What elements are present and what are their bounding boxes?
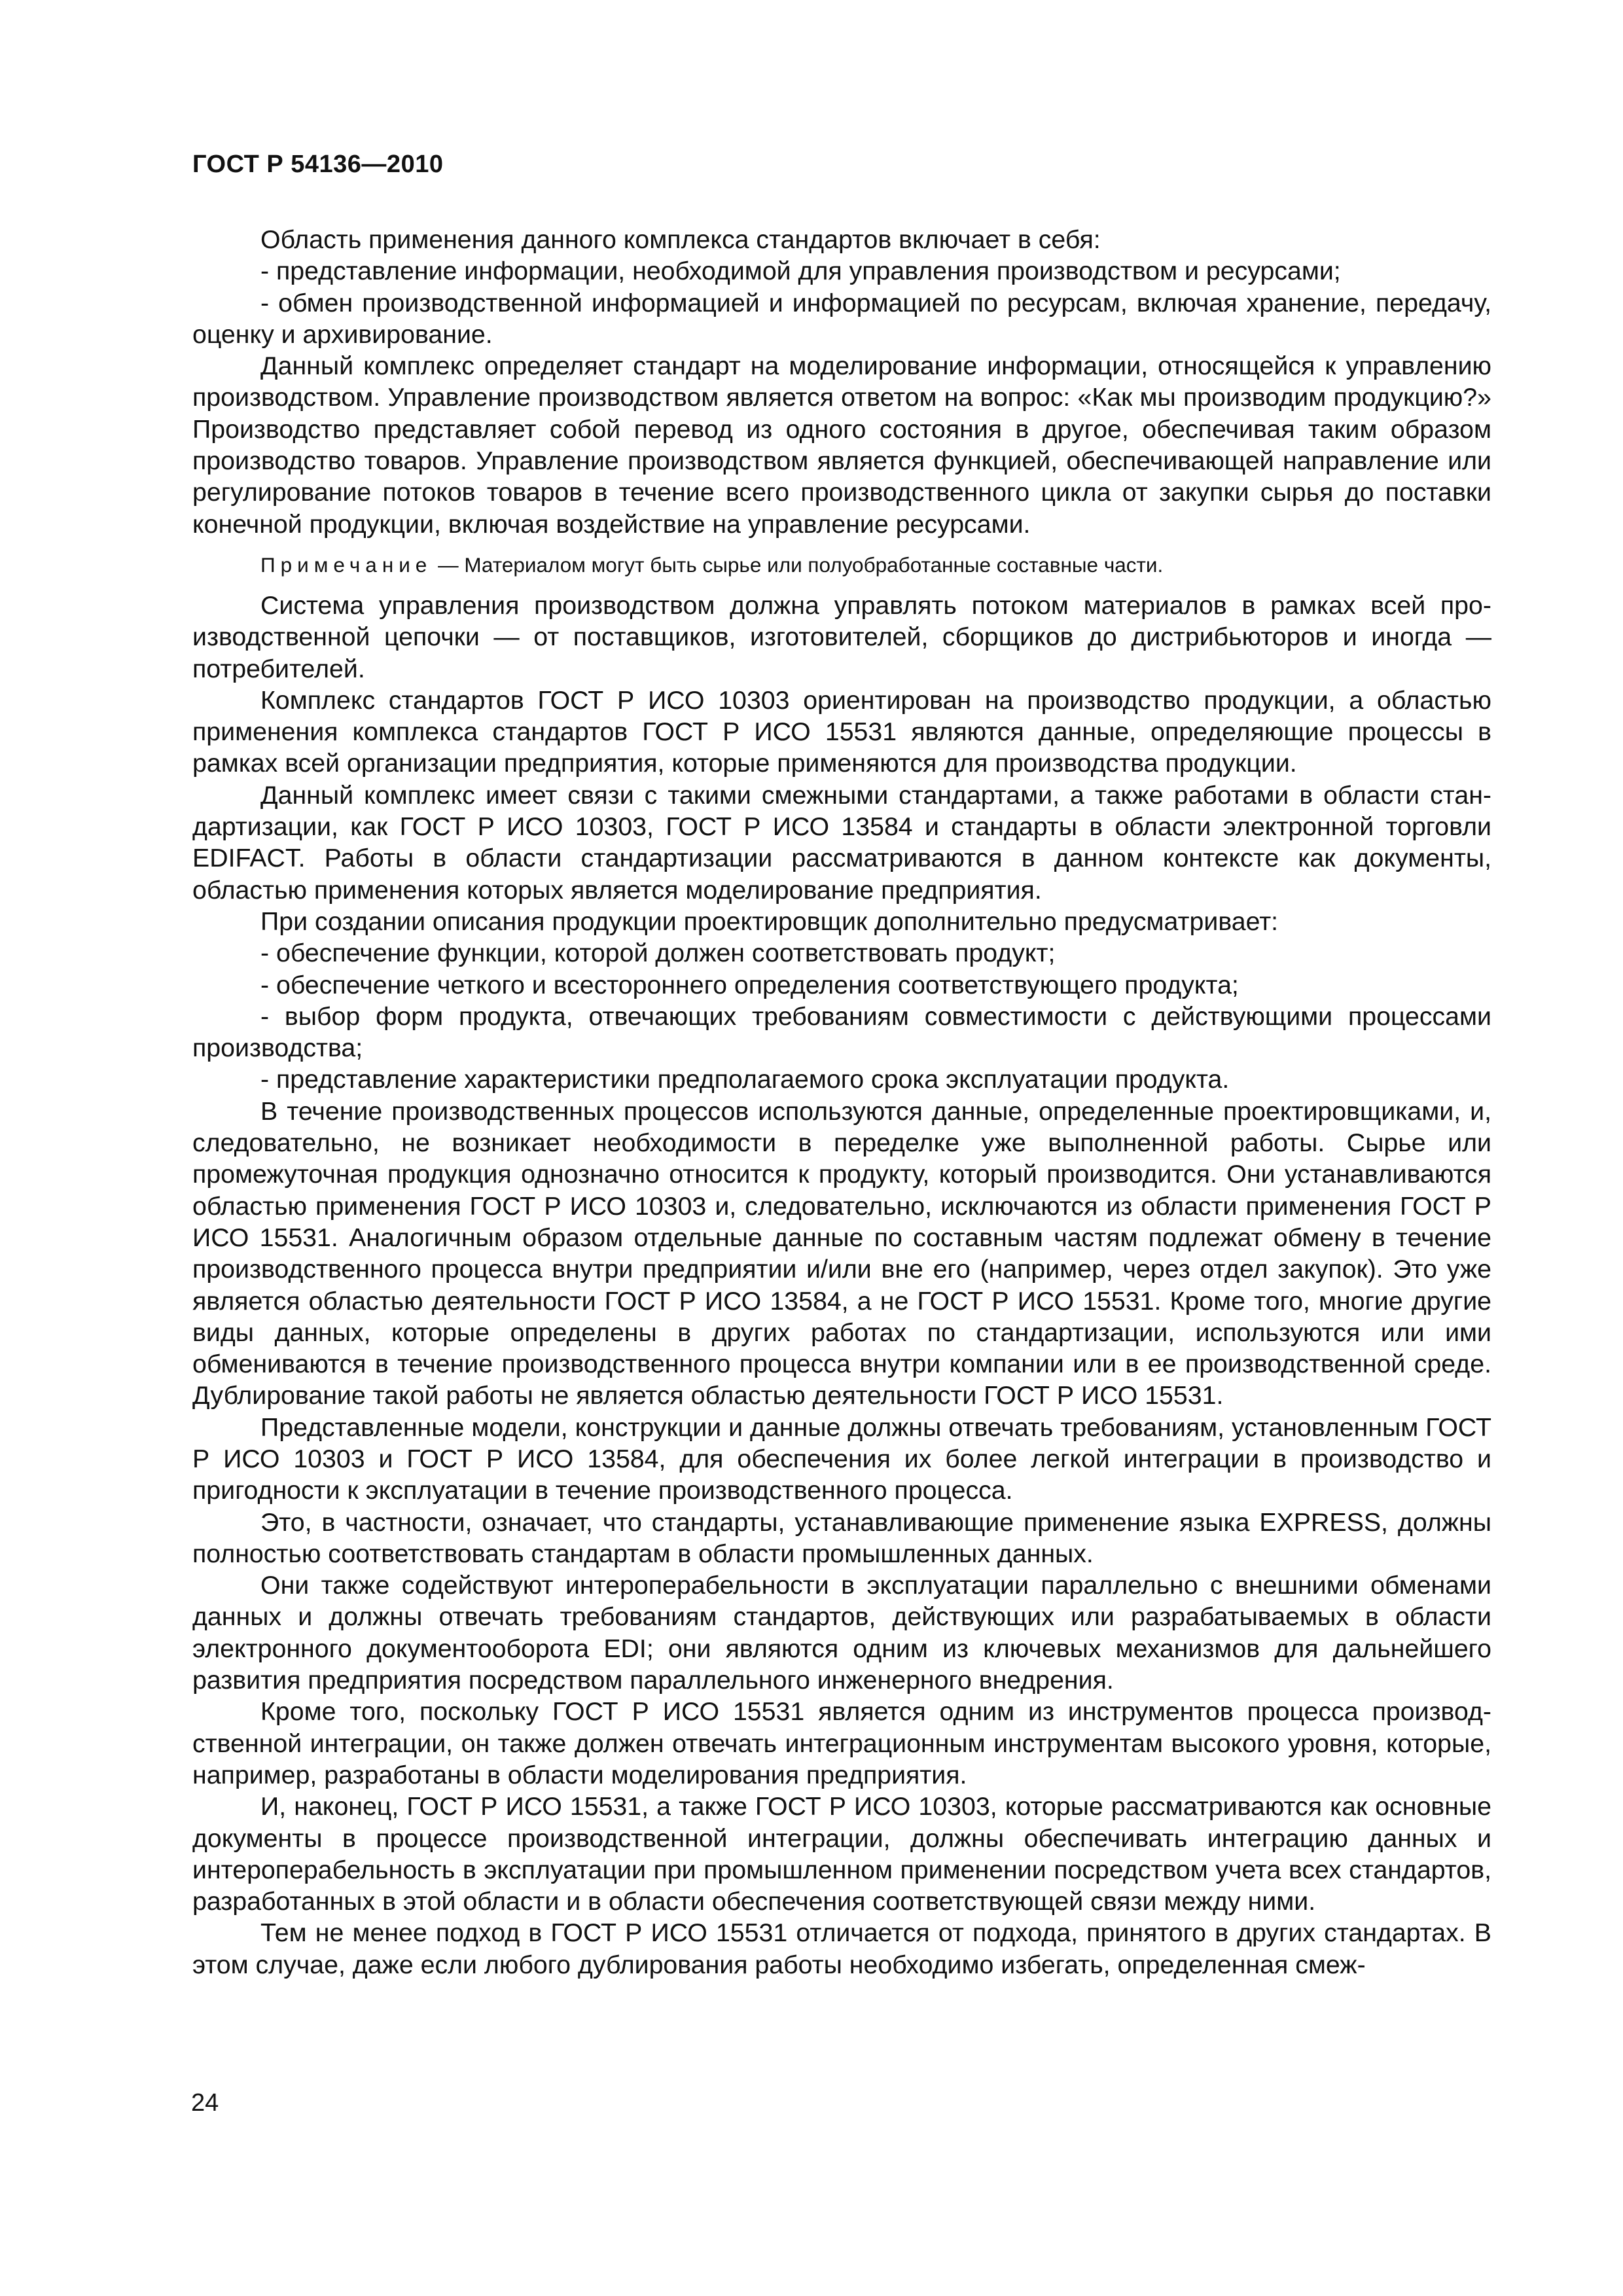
paragraph: Данный комплекс определяет стандарт на моделирование информации, относящейся к управлению производством. Управление производством является ответом на вопрос: «Как мы производим продукцию?» Производство представляет собой перевод из одного состояния в другое, обеспечивая таким образом производство товаров. Управление производством является функцией, обеспечивающей направление или регулирование потоков товаров в течение всего производственного цикла от закупки сырья до поставки конечной продукции, включая воздействие на управление ресурсами. xyxy=(192,351,1491,539)
paragraph: И, наконец, ГОСТ Р ИСО 15531, а также ГОСТ Р ИСО 10303, которые рассматриваются как основные документы в процессе производственной интеграции, должны обеспечивать интеграцию данных и интероперабельность в эксплуатации при промышленном применении посредством учета всех стандартов, разработанных в этой области и в области обеспечения соответствующей связи между ними. xyxy=(192,1792,1491,1916)
note-text: — Материалом могут быть сырье или полуобработанные составные части. xyxy=(432,552,1164,577)
paragraph: Область применения данного комплекса стандартов включает в себя: xyxy=(260,225,1101,254)
list-item: - выбор форм продукта, отвечающих требованиям совместимости с действующими процессами производства; xyxy=(192,1001,1491,1063)
list-item: - представление информации, необходимой для управления производством и ресурсами; xyxy=(260,257,1341,286)
body-text xyxy=(192,224,1491,1981)
paragraph: Кроме того, поскольку ГОСТ Р ИСО 15531 является одним из инструментов процесса производственной интеграции, он также должен отвечать интеграционным инструментам высокого уровня, которые, например, разработаны в области моделирования предприятия. xyxy=(192,1697,1491,1789)
paragraph: Система управления производством должна управлять потоком материалов в рамках всей производственной цепочки — от поставщиков, изготовителей, сборщиков до дистрибьюторов и иногда — потребителей. xyxy=(192,590,1491,683)
note-label: Примечание xyxy=(260,552,433,577)
note xyxy=(192,549,1491,581)
list-item: - обмен производственной информацией и информацией по ресурсам, включая хранение, передачу, оценку и архивирование. xyxy=(192,288,1491,349)
paragraph: Комплекс стандартов ГОСТ Р ИСО 10303 ориентирован на производство продукции, а областью применения комплекса стандартов ГОСТ Р ИСО 15531 являются данные, определяющие процессы в рамках всей организации предприятия, которые применяются для производства продукции. xyxy=(192,685,1491,778)
list-item: - обеспечение функции, которой должен соответствовать продукт; xyxy=(260,939,1056,968)
paragraph: Они также содействуют интероперабельности в эксплуатации параллельно с внешними обменами данных и должны отвечать требованиям стандартов, действующих или разрабатываемых в области электронного документооборота EDI; они являются одним из ключевых механизмов для дальнейшего развития предприятия посредством параллельного инженерного внедрения. xyxy=(192,1571,1491,1695)
paragraph: Тем не менее подход в ГОСТ Р ИСО 15531 отличается от подхода, принятого в других стандартах. В этом случае, даже если любого дублирования работы необходимо избегать, определенная смеж- xyxy=(192,1918,1491,1979)
list-item: - представление характеристики предполагаемого срока эксплуатации продукта. xyxy=(260,1065,1230,1094)
page-number: 24 xyxy=(191,2089,219,2117)
paragraph: Это, в частности, означает, что стандарты, устанавливающие применение языка EXPRESS, должны полностью соответствовать стандартам в области промышленных данных. xyxy=(192,1507,1491,1568)
list-item: - обеспечение четкого и всестороннего определения соответствующего продукта; xyxy=(260,970,1239,999)
paragraph: В течение производственных процессов используются данные, определенные проектировщиками, и, следовательно, не возникает необходимости в переделке уже выполненной работы. Сырье или промежуточная продукция однозначно относится к продукту, который производится. Они устанавливаются областью применения ГОСТ Р ИСО 10303 и, следовательно, исключаются из области применения ГОСТ Р ИСО 15531. Аналогичным образом отдельные данные по составным частям подлежат обмену в течение производственного процесса внутри предприятии и/или вне его (например, через отдел закупок). Это уже является областью деятельности ГОСТ Р ИСО 13584, а не ГОСТ Р ИСО 15531. Кроме того, многие другие виды данных, которые определены в других работах по стандартизации, используются или ими обмениваются в течение производственного процесса внутри компании или в ее производственной среде. Дублирование такой работы не является областью деятельности ГОСТ Р ИСО 15531. xyxy=(192,1096,1491,1410)
paragraph: Данный комплекс имеет связи с такими смежными стандартами, а также работами в области стандартизации, как ГОСТ Р ИСО 10303, ГОСТ Р ИСО 13584 и стандарты в области электронной торговли EDIFACT. Работы в области стандартизации рассматриваются в данном контексте как документы, областью применения которых является моделирование предприятия. xyxy=(192,780,1491,905)
paragraph: При создании описания продукции проектировщик дополнительно предусматривает: xyxy=(260,906,1279,936)
page-header-doc-id: ГОСТ Р 54136—2010 xyxy=(192,151,444,178)
paragraph: Представленные модели, конструкции и данные должны отвечать требованиям, установленным ГОСТ Р ИСО 10303 и ГОСТ Р ИСО 13584, для обеспечения их более легкой интеграции в производство и пригодности к эксплуатации в течение производственного процесса. xyxy=(192,1412,1491,1505)
